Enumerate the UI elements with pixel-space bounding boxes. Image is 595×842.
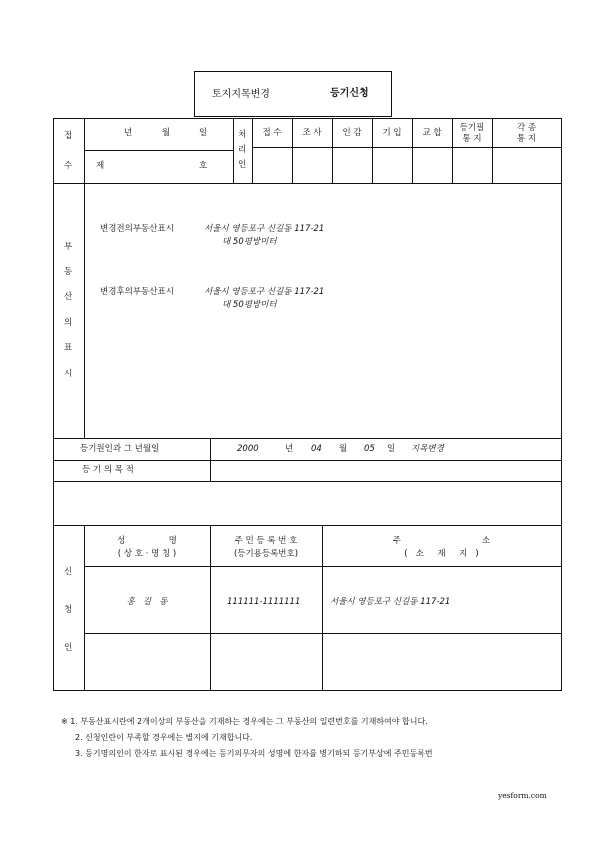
rule [233, 118, 234, 183]
col-deunggi-2: 통 지 [462, 134, 482, 144]
cheori-label-3: 인 [238, 160, 247, 170]
name-header-2: ( 상 호 · 명 칭 ) [117, 549, 177, 559]
cheori-label-1: 처 [238, 130, 247, 140]
je-label: 제 [96, 161, 105, 171]
note-2: 2. 신청인란이 부족할 경우에는 별지에 기재합니다. [75, 733, 253, 742]
col-gakjong-1: 각 종 [516, 123, 537, 133]
property-side-3: 산 [64, 292, 73, 302]
addr-header-1: 주 소 [392, 536, 491, 546]
property-side-1: 부 [64, 242, 73, 252]
addr-header-2: ( 소 재 지 ) [404, 549, 479, 559]
cheori-label-2: 리 [238, 145, 247, 155]
rule [53, 438, 562, 439]
rule [53, 525, 562, 526]
cause-day-unit: 일 [387, 444, 396, 454]
ho-label: 호 [199, 161, 208, 171]
id-header-2: (등기용등록번호) [233, 549, 299, 559]
property-side-2: 동 [64, 267, 73, 277]
property-side-6: 시 [64, 369, 73, 379]
name-header-1: 성 명 [117, 536, 177, 546]
id-header-1: 주 민 등 록 번 호 [234, 536, 298, 546]
day-label: 일 [199, 128, 208, 138]
rule [84, 183, 85, 438]
applicant-address: 서울시 영등포구 신길동 117-21 [330, 597, 451, 607]
cause-year-unit: 년 [285, 444, 294, 454]
rule [252, 147, 561, 148]
jeopsu-label-1: 접 [64, 131, 73, 141]
month-label: 월 [162, 128, 171, 138]
rule [84, 633, 561, 634]
purpose-label: 등 기 의 목 적 [82, 465, 134, 475]
col-ingam: 인 감 [342, 128, 362, 138]
title-right: 등기신청 [330, 88, 369, 99]
property-side-5: 표 [64, 343, 73, 353]
jeopsu-label-2: 수 [64, 161, 73, 171]
rule [53, 481, 562, 482]
col-gakjong-2: 통 지 [516, 134, 537, 144]
cause-month: 04 [311, 444, 322, 454]
after-label: 변경후의부동산표시 [100, 287, 174, 297]
note-3: 3. 등기명의인이 한자로 표시된 경우에는 등기의무자의 성명에 한자를 병기하되 등기부상에 주민등록번 [75, 749, 433, 758]
rule [53, 460, 562, 461]
rule [53, 183, 562, 184]
cause-label: 등기원인과 그 년월일 [80, 444, 160, 454]
property-side-4: 의 [64, 318, 73, 328]
rule [84, 566, 561, 567]
col-josa: 조 사 [302, 128, 322, 138]
before-label: 변경전의부동산표시 [100, 224, 174, 234]
after-area: 대 50평방미터 [222, 300, 277, 310]
applicant-id: 111111-1111111 [227, 597, 301, 607]
title-left: 토지지목변경 [212, 89, 270, 100]
col-deunggi-1: 등기필 [459, 123, 485, 133]
year-label: 년 [124, 128, 133, 138]
cause-year: 2000 [237, 444, 259, 454]
rule [84, 150, 233, 151]
cause-day: 05 [364, 444, 375, 454]
cause-reason: 지목변경 [411, 444, 444, 454]
watermark: yesform.com [498, 791, 547, 800]
col-jeopsu: 접 수 [262, 128, 282, 138]
applicant-side-1: 신 [64, 567, 73, 577]
note-1: ※ 1. 부동산표시란에 2개이상의 부동산을 기재하는 경우에는 그 부동산의 일련번호를 기재하여야 합니다. [61, 717, 428, 726]
cause-month-unit: 월 [339, 444, 348, 454]
applicant-side-3: 인 [64, 643, 73, 653]
before-address: 서울시 영등포구 신길동 117-21 [204, 224, 325, 234]
col-gyohap: 교 합 [422, 128, 442, 138]
before-area: 대 50평방미터 [222, 237, 277, 247]
after-address: 서울시 영등포구 신길동 117-21 [204, 287, 325, 297]
col-giip: 기 입 [382, 128, 402, 138]
applicant-name: 홍 길 동 [126, 597, 168, 607]
applicant-side-2: 청 [64, 605, 73, 615]
